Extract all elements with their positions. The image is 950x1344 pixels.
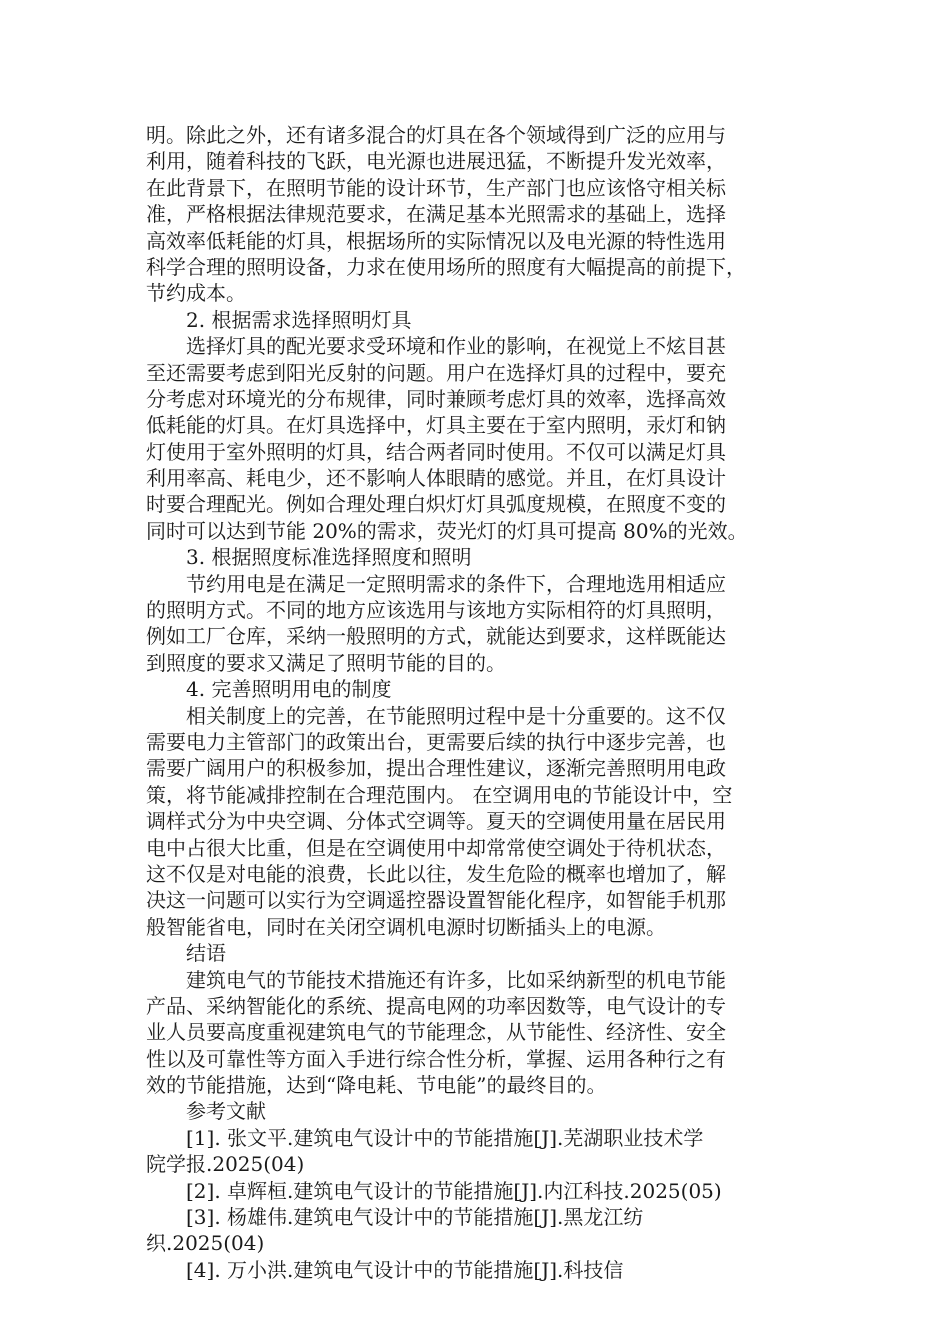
text-line: 织.2025(04) xyxy=(146,1231,265,1256)
text-line: 分考虑对环境光的分布规律，同时兼顾考虑灯具的效率，选择高效 xyxy=(146,386,726,411)
text-line: 灯使用于室外照明的灯具，结合两者同时使用。不仅可以满足灯具 xyxy=(146,439,726,464)
text-line: 3. 根据照度标准选择照度和照明 xyxy=(186,545,472,570)
text-line: 业人员要高度重视建筑电气的节能理念，从节能性、经济性、安全 xyxy=(146,1020,726,1045)
text-line: 院学报.2025(04) xyxy=(146,1152,305,1177)
text-line: 高效率低耗能的灯具，根据场所的实际情况以及电光源的特性选用 xyxy=(146,228,726,253)
text-line: 利用，随着科技的飞跃，电光源也进展迅猛，不断提升发光效率， xyxy=(146,149,726,174)
text-line: 节约成本。 xyxy=(146,281,246,306)
text-line: 在此背景下，在照明节能的设计环节，生产部门也应该恪守相关标 xyxy=(146,175,726,200)
text-line: 同时可以达到节能 20%的需求，荧光灯的灯具可提高 80%的光效。 xyxy=(146,518,748,543)
text-line: 需要广阔用户的积极参加，提出合理性建议，逐渐完善照明用电政 xyxy=(146,756,726,781)
text-line: 4. 完善照明用电的制度 xyxy=(186,677,392,702)
text-line: 明。除此之外，还有诸多混合的灯具在各个领域得到广泛的应用与 xyxy=(146,123,726,147)
text-line: 参考文献 xyxy=(186,1099,266,1124)
text-line: 准，严格根据法律规范要求，在满足基本光照需求的基础上，选择 xyxy=(146,202,726,227)
text-line: 时要合理配光。例如合理处理白炽灯灯具弧度规模，在照度不变的 xyxy=(146,492,726,517)
text-line: 般智能省电，同时在关闭空调机电源时切断插头上的电源。 xyxy=(146,914,666,939)
text-line: 2. 根据需求选择照明灯具 xyxy=(186,307,412,332)
text-line: 效的节能措施，达到“降电耗、节电能”的最终目的。 xyxy=(146,1073,607,1098)
text-line: 低耗能的灯具。在灯具选择中，灯具主要在于室内照明，汞灯和钠 xyxy=(146,413,726,438)
text-line: 选择灯具的配光要求受环境和作业的影响，在视觉上不炫目甚 xyxy=(186,334,726,359)
text-line: 产品、采纳智能化的系统、提高电网的功率因数等，电气设计的专 xyxy=(146,993,726,1018)
text-line: [3]. 杨雄伟.建筑电气设计中的节能措施[J].黑龙江纺 xyxy=(186,1205,644,1230)
document-page xyxy=(146,122,806,1283)
text-line: [2]. 卓辉桓.建筑电气设计的节能措施[J].内江科技.2025(05) xyxy=(186,1178,722,1203)
text-line: 策，将节能减排控制在合理范围内。 在空调用电的节能设计中，空 xyxy=(146,782,733,807)
text-line: 电中占很大比重，但是在空调使用中却常常使空调处于待机状态， xyxy=(146,835,726,860)
text-line: 例如工厂仓库，采纳一般照明的方式，就能达到要求，这样既能达 xyxy=(146,624,726,649)
text-line: 科学合理的照明设备，力求在使用场所的照度有大幅提高的前提下， xyxy=(146,254,746,279)
text-line: 结语 xyxy=(186,941,226,966)
text-line: 调样式分为中央空调、分体式空调等。夏天的空调使用量在居民用 xyxy=(146,809,726,834)
text-line: 至还需要考虑到阳光反射的问题。用户在选择灯具的过程中，要充 xyxy=(146,360,726,385)
text-line: 性以及可靠性等方面入手进行综合性分析，掌握、运用各种行之有 xyxy=(146,1046,726,1071)
text-line: 决这一问题可以实行为空调遥控器设置智能化程序，如智能手机那 xyxy=(146,888,726,913)
text-line: 的照明方式。不同的地方应该选用与该地方实际相符的灯具照明， xyxy=(146,598,726,623)
text-line: [1]. 张文平.建筑电气设计中的节能措施[J].芜湖职业技术学 xyxy=(186,1125,704,1150)
text-line: [4]. 万小洪.建筑电气设计中的节能措施[J].科技信 xyxy=(186,1257,624,1282)
text-line: 节约用电是在满足一定照明需求的条件下，合理地选用相适应 xyxy=(186,571,726,596)
text-line: 利用率高、耗电少，还不影响人体眼睛的感觉。并且，在灯具设计 xyxy=(146,466,726,491)
text-line: 到照度的要求又满足了照明节能的目的。 xyxy=(146,650,506,675)
text-line: 相关制度上的完善，在节能照明过程中是十分重要的。这不仅 xyxy=(186,703,726,728)
text-line: 需要电力主管部门的政策出台，更需要后续的执行中逐步完善，也 xyxy=(146,729,726,754)
text-line: 建筑电气的节能技术措施还有许多，比如采纳新型的机电节能 xyxy=(186,967,726,992)
text-line: 这不仅是对电能的浪费，长此以往，发生危险的概率也增加了，解 xyxy=(146,861,726,886)
